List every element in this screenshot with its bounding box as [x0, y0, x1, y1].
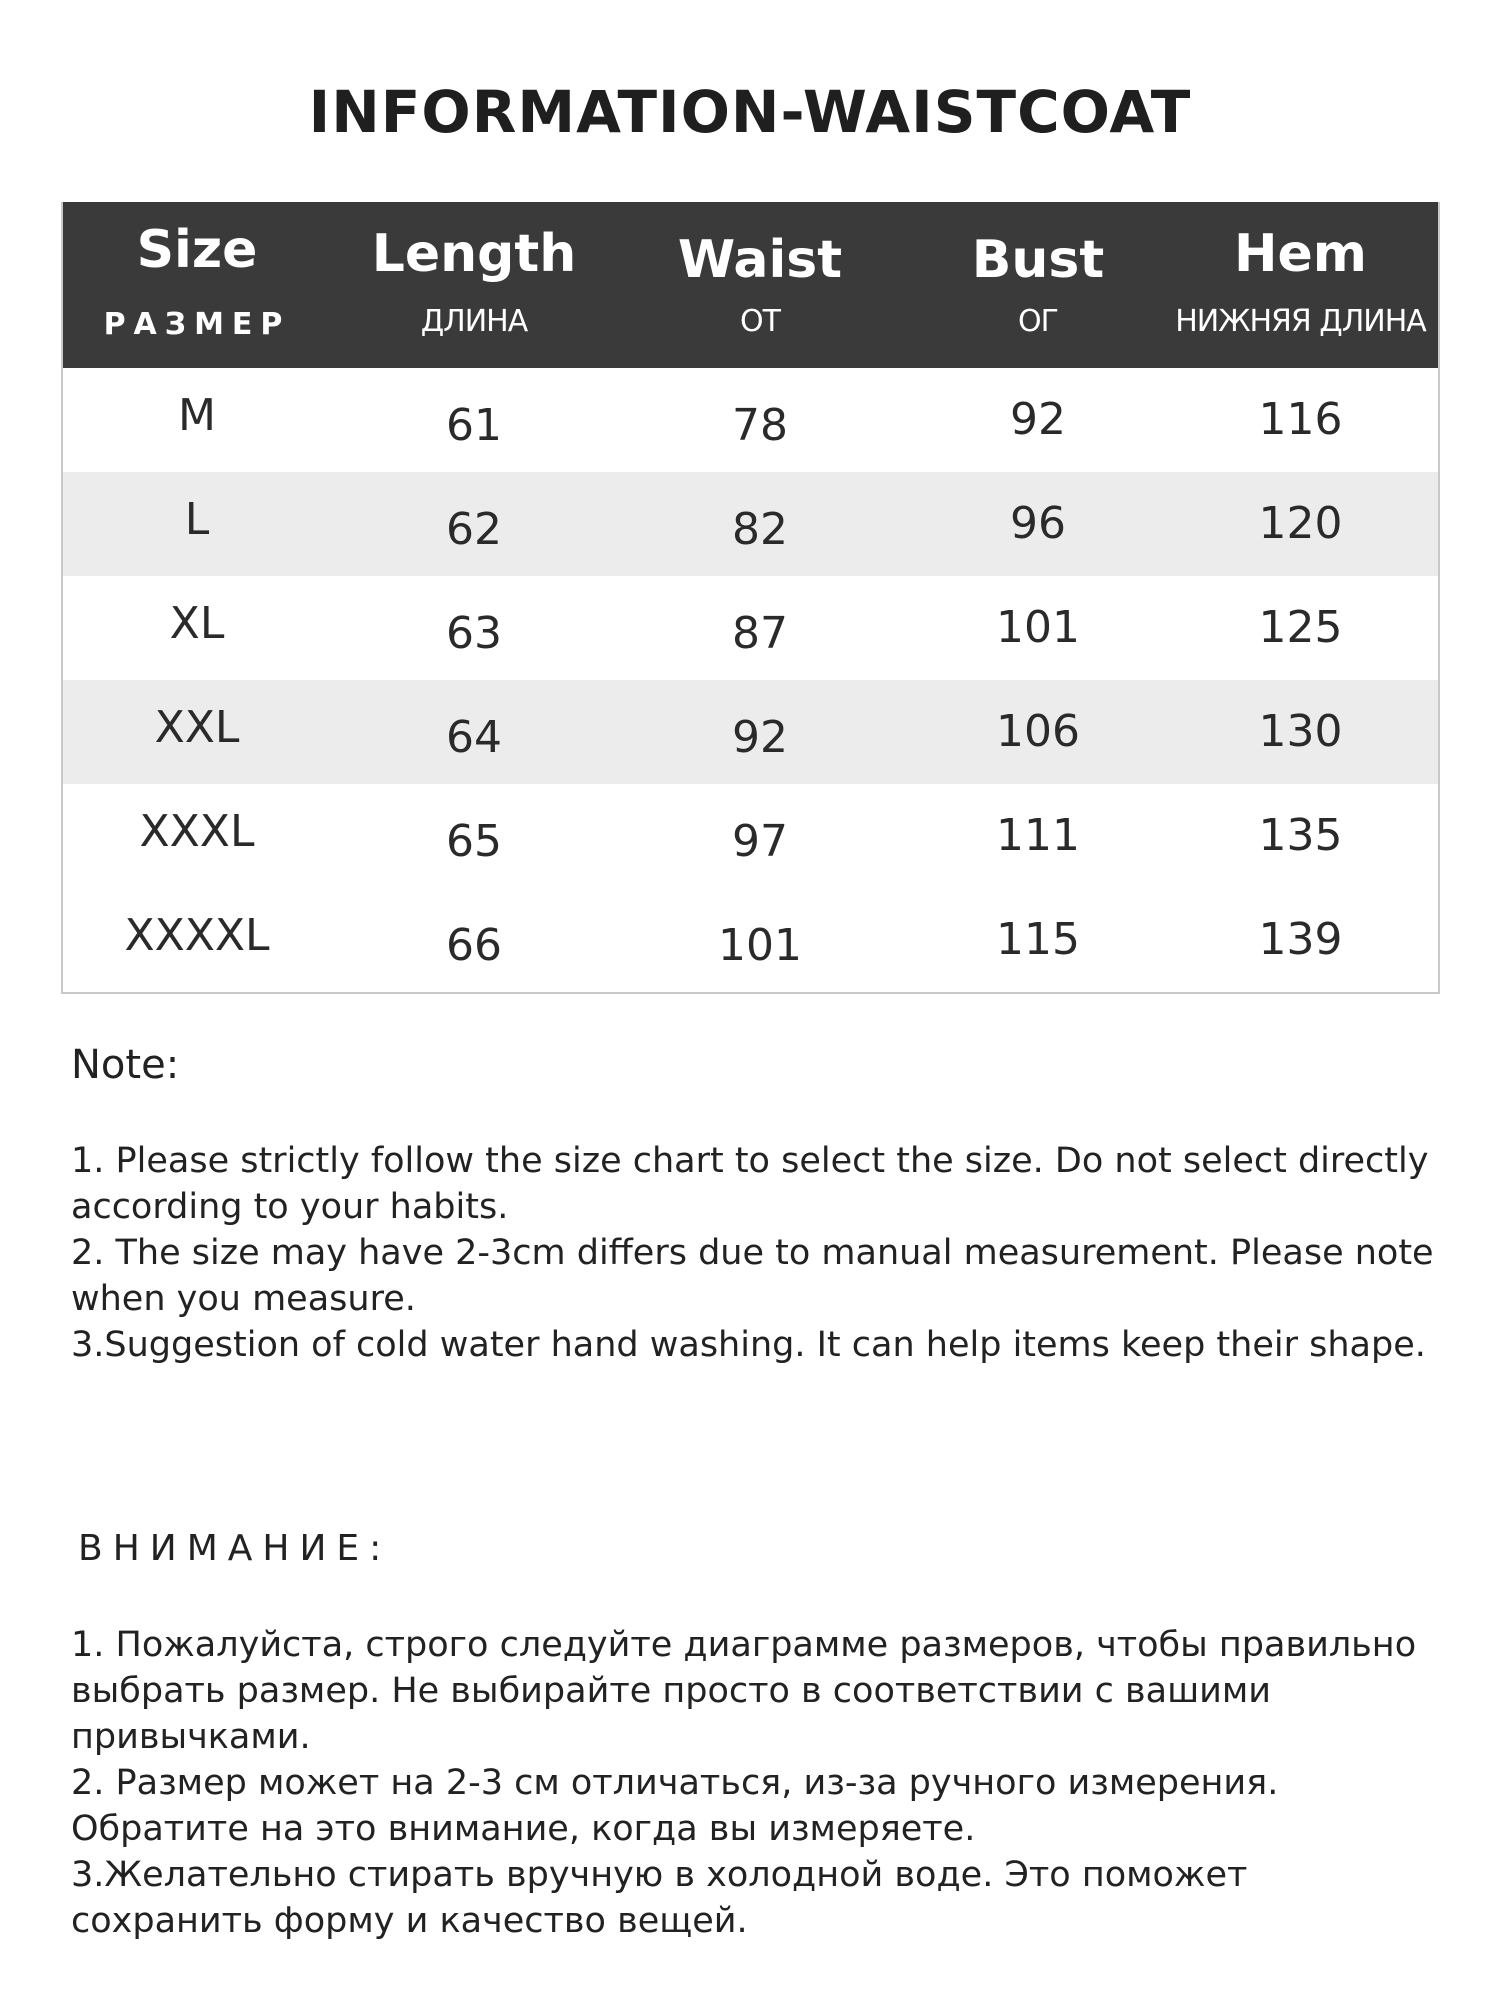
header-bust-ru: ОГ — [1018, 304, 1058, 339]
cell-waist — [617, 784, 903, 888]
cell-hem — [1173, 472, 1428, 576]
header-waist — [617, 202, 903, 368]
cell-size-value: XXXL — [139, 806, 255, 857]
header-bust-en: Bust — [971, 230, 1105, 290]
cell-bust — [903, 888, 1173, 992]
cell-hem-value: 135 — [1258, 810, 1343, 861]
header-size — [63, 202, 331, 368]
cell-length — [331, 576, 617, 680]
cell-bust — [903, 472, 1173, 576]
cell-bust-value: 115 — [996, 914, 1080, 965]
cell-bust — [903, 576, 1173, 680]
cell-length — [331, 368, 617, 472]
cell-waist-value: 82 — [732, 504, 788, 555]
table-row — [63, 784, 1438, 888]
cell-bust-value: 101 — [996, 602, 1080, 653]
cell-waist-value: 92 — [732, 712, 788, 763]
cell-length-value: 62 — [446, 504, 502, 555]
cell-size — [63, 680, 331, 784]
note-heading: Note: — [71, 1042, 180, 1088]
table-row — [63, 680, 1438, 784]
note-item: 3.Suggestion of cold water hand washing. It can help items keep their shape. — [71, 1325, 1426, 1365]
cell-bust — [903, 784, 1173, 888]
header-waist-en: Waist — [677, 230, 843, 290]
header-waist-ru: ОТ — [740, 304, 780, 339]
cell-size — [63, 888, 331, 992]
ru-note-heading: ВНИМАНИЕ: — [78, 1528, 392, 1569]
cell-length-value: 64 — [446, 712, 502, 763]
cell-length-value: 65 — [446, 816, 502, 867]
cell-hem — [1173, 784, 1428, 888]
cell-waist-value: 87 — [732, 608, 788, 659]
note-body — [71, 1138, 1441, 1368]
ru-note-body — [71, 1622, 1441, 1944]
cell-waist — [617, 888, 903, 992]
header-hem-ru: НИЖНЯЯ ДЛИНА — [1175, 304, 1426, 339]
cell-length-value: 61 — [446, 400, 502, 451]
cell-size-value: XXL — [154, 702, 240, 753]
note-item: 1. Please strictly follow the size chart to select the size. Do not select directly according to your habits. — [71, 1141, 1429, 1227]
cell-hem — [1173, 888, 1428, 992]
cell-waist-value: 97 — [732, 816, 788, 867]
cell-size — [63, 576, 331, 680]
cell-length-value: 66 — [446, 920, 502, 971]
cell-hem-value: 120 — [1258, 498, 1343, 549]
cell-hem-value: 125 — [1258, 602, 1343, 653]
cell-waist — [617, 472, 903, 576]
header-length-ru: ДЛИНА — [420, 304, 528, 339]
cell-waist — [617, 680, 903, 784]
table-row — [63, 472, 1438, 576]
cell-hem-value: 116 — [1258, 394, 1343, 445]
table-row — [63, 888, 1438, 992]
cell-size-value: L — [184, 494, 210, 545]
cell-hem-value: 130 — [1258, 706, 1343, 757]
table-row — [63, 576, 1438, 680]
cell-bust — [903, 680, 1173, 784]
cell-bust-value: 92 — [1010, 394, 1066, 445]
cell-length — [331, 784, 617, 888]
header-length — [331, 202, 617, 368]
header-length-en: Length — [371, 224, 577, 284]
cell-hem — [1173, 680, 1428, 784]
header-hem — [1173, 202, 1428, 368]
ru-note-item: 3.Желательно стирать вручную в холодной воде. Это поможет сохранить форму и качество вещей. — [71, 1855, 1248, 1941]
note-item: 2. The size may have 2-3cm differs due to manual measurement. Please note when you measure. — [71, 1233, 1434, 1319]
cell-size-value: XL — [169, 598, 225, 649]
ru-note-item: 1. Пожалуйста, строго следуйте диаграмме размеров, чтобы правильно выбрать размер. Не выбирайте просто в соответствии с вашими привычками. — [71, 1625, 1417, 1757]
table-header — [63, 202, 1438, 368]
cell-size-value: XXXXL — [124, 910, 270, 961]
page-title: INFORMATION-WAISTCOAT — [308, 78, 1192, 146]
cell-waist-value: 78 — [732, 400, 788, 451]
cell-size — [63, 472, 331, 576]
header-size-ru: РАЗМЕР — [103, 307, 291, 342]
cell-length-value: 63 — [446, 608, 502, 659]
table-row — [63, 368, 1438, 472]
cell-waist — [617, 368, 903, 472]
header-size-en: Size — [136, 220, 258, 280]
cell-length — [331, 472, 617, 576]
cell-hem — [1173, 576, 1428, 680]
cell-bust-value: 111 — [996, 810, 1080, 861]
cell-waist-value: 101 — [718, 920, 802, 971]
size-table — [61, 202, 1440, 994]
cell-length — [331, 888, 617, 992]
cell-waist — [617, 576, 903, 680]
cell-hem — [1173, 368, 1428, 472]
cell-size — [63, 368, 331, 472]
cell-bust — [903, 368, 1173, 472]
header-hem-en: Hem — [1234, 224, 1367, 284]
cell-bust-value: 106 — [996, 706, 1080, 757]
cell-length — [331, 680, 617, 784]
cell-bust-value: 96 — [1010, 498, 1066, 549]
cell-size-value: M — [178, 390, 216, 441]
header-bust — [903, 202, 1173, 368]
ru-note-item: 2. Размер может на 2-3 см отличаться, из-за ручного измерения. Обратите на это внимание, когда вы измеряете. — [71, 1763, 1279, 1849]
cell-hem-value: 139 — [1258, 914, 1343, 965]
cell-size — [63, 784, 331, 888]
